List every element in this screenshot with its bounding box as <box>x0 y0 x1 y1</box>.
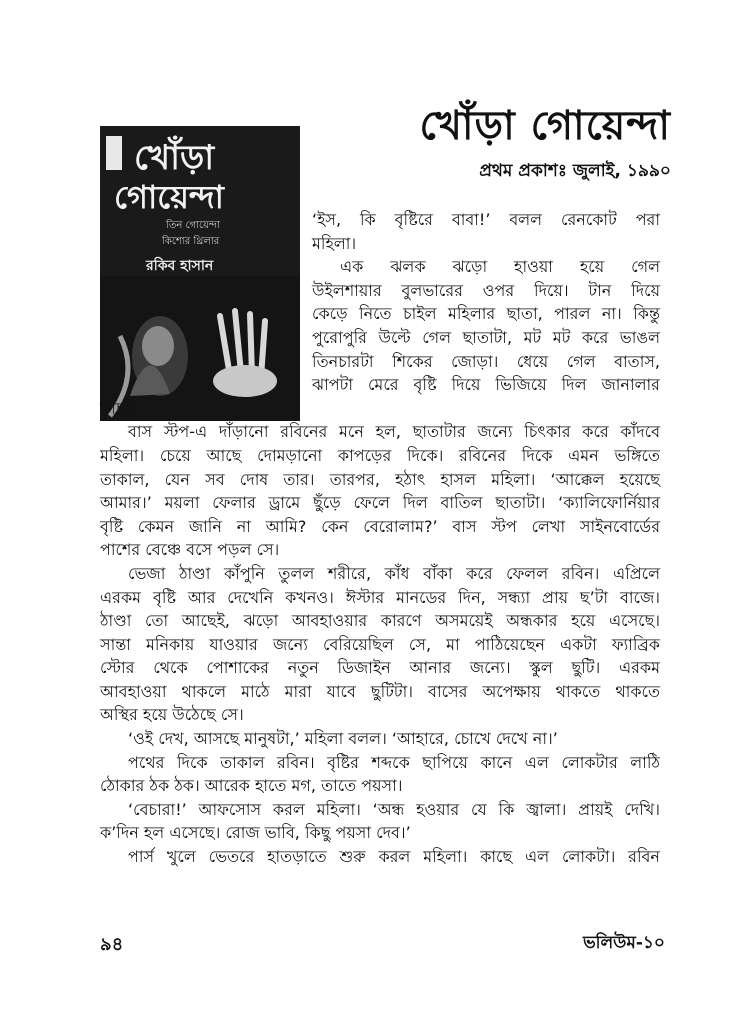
text-line: ঠোকার ঠক ঠক। আরেক হাতে মগ, তাতে পয়সা। <box>100 776 403 796</box>
cover-series-label: তিন গোয়েন্দা <box>166 220 220 231</box>
text-line: ‘ইস, কি বৃষ্টিরে বাবা!’ বলল রেনকোট পরা <box>312 210 660 229</box>
cover-genre-label: কিশোর থ্রিলার <box>162 236 220 247</box>
text-line: পথের দিকে তাকাল রবিন। বৃষ্টির শব্দকে ছাপিয়ে কানে এল লোকটার লাঠি <box>128 752 660 772</box>
text-line: বাস স্টপ-এ দাঁড়ানো রবিনের মনে হল, ছাতাটার জন্যে চিৎকার করে কাঁদবে <box>128 422 660 442</box>
text-line: কাচ। <box>100 398 131 418</box>
cover-title-line1: খোঁড়া <box>134 138 215 178</box>
text-line: পার্স খুলে ভেতরে হাতড়াতে শুরু করল মহিলা। কাছে এল লোকটা। রবিন <box>128 847 660 867</box>
text-line: এক ঝলক ঝড়ো হাওয়া হয়ে গেল <box>340 257 660 277</box>
text-line: ক’দিন হল এসেছে। রোজ ভাবি, কিছু পয়সা দেব।’ <box>100 823 411 843</box>
text-line: পাশের বেঞ্চে বসে পড়ল সে। <box>100 540 280 560</box>
text-line: স্টোর থেকে পোশাকের নতুন ডিজাইন আনার জন্যে। স্কুল ছুটি। এরকম <box>100 658 660 678</box>
text-line: উইলশায়ার বুলভারের ওপর দিয়ে। টান দিয়ে <box>312 280 660 300</box>
text-line: তাকাল, যেন সব দোষ তার। তারপর, হঠাৎ হাসল মহিলা। ‘আক্কেল হয়েছে <box>100 469 660 489</box>
body-text <box>100 208 660 869</box>
text-line: সান্তা মনিকায় যাওয়ার জন্যে বেরিয়েছিল সে, মা পাঠিয়েছেন একটা ফ্যাব্রিক <box>100 634 660 654</box>
text-line: ঠাণ্ডা তো আছেই, ঝড়ো আবহাওয়ার কারণে অসময়েই অন্ধকার হয়ে এসেছে। <box>100 611 660 631</box>
text-line: ঝাপটা মেরে বৃষ্টি দিয়ে ভিজিয়ে দিল জানালার <box>312 375 660 395</box>
text-line: এরকম বৃষ্টি আর দেখেনি কখনও। ঈস্টার মানডের দিন, সন্ধ্যা প্রায় ছ’টা বাজে। <box>100 587 660 607</box>
text-line: তিনচারটা শিকের জোড়া। ধেয়ে গেল বাতাস, <box>312 351 660 371</box>
publication-date: প্রথম প্রকাশঃ জুলাই, ১৯৯০ <box>479 161 671 181</box>
text-line: ‘বেচারা!’ আফসোস করল মহিলা। ‘অন্ধ হওয়ার যে কি জ্বালা। প্রায়ই দেখি। <box>128 799 660 819</box>
text-line: ভেজা ঠাণ্ডা কাঁপুনি তুলল শরীরে, কাঁধ বাঁকা করে ফেলল রবিন। এপ্রিলে <box>128 563 660 583</box>
page-number: ৯৪ <box>100 934 124 955</box>
text-line: পুরোপুরি উল্টে গেল ছাতাটা, মট মট করে ভাঙল <box>312 327 660 347</box>
text-line: বৃষ্টি কেমন জানি না আমি? কেন বেরোলাম?’ বাস স্টপ লেখা সাইনবোর্ডের <box>100 516 660 536</box>
text-line: আবহাওয়া থাকলে মাঠে মারা যাবে ছুটিটা। বাসের অপেক্ষায় থাকতে থাকতে <box>100 681 660 701</box>
text-line: মহিলা। <box>312 233 357 253</box>
text-line: ‘ওই দেখ, আসছে মানুষটা,’ মহিলা বলল। ‘আহারে, চোখে দেখে না।’ <box>128 729 558 749</box>
chapter-title: খোঁড়া গোয়েন্দা <box>419 103 671 149</box>
cover-author: রকিব হাসান <box>146 258 214 274</box>
text-line: কেড়ে নিতে চাইল মহিলার ছাতা, পারল না। কিন্তু <box>312 304 660 324</box>
text-line: আমার।’ ময়লা ফেলার ড্রামে ছুঁড়ে ফেলে দিল বাতিল ছাতাটা। ‘ক্যালিফোর্নিয়ার <box>100 493 660 513</box>
text-line: অস্থির হয়ে উঠেছে সে। <box>100 705 244 725</box>
cover-title-line2: গোয়েন্দা <box>114 178 224 216</box>
text-line: মহিলা। চেয়ে আছে দোমড়ানো কাপড়ের দিকে। রবিনের দিকে এমন ভঙ্গিতে <box>100 445 660 465</box>
volume-label: ভলিউম-১০ <box>582 933 665 953</box>
cover-tab-mark <box>106 136 122 170</box>
